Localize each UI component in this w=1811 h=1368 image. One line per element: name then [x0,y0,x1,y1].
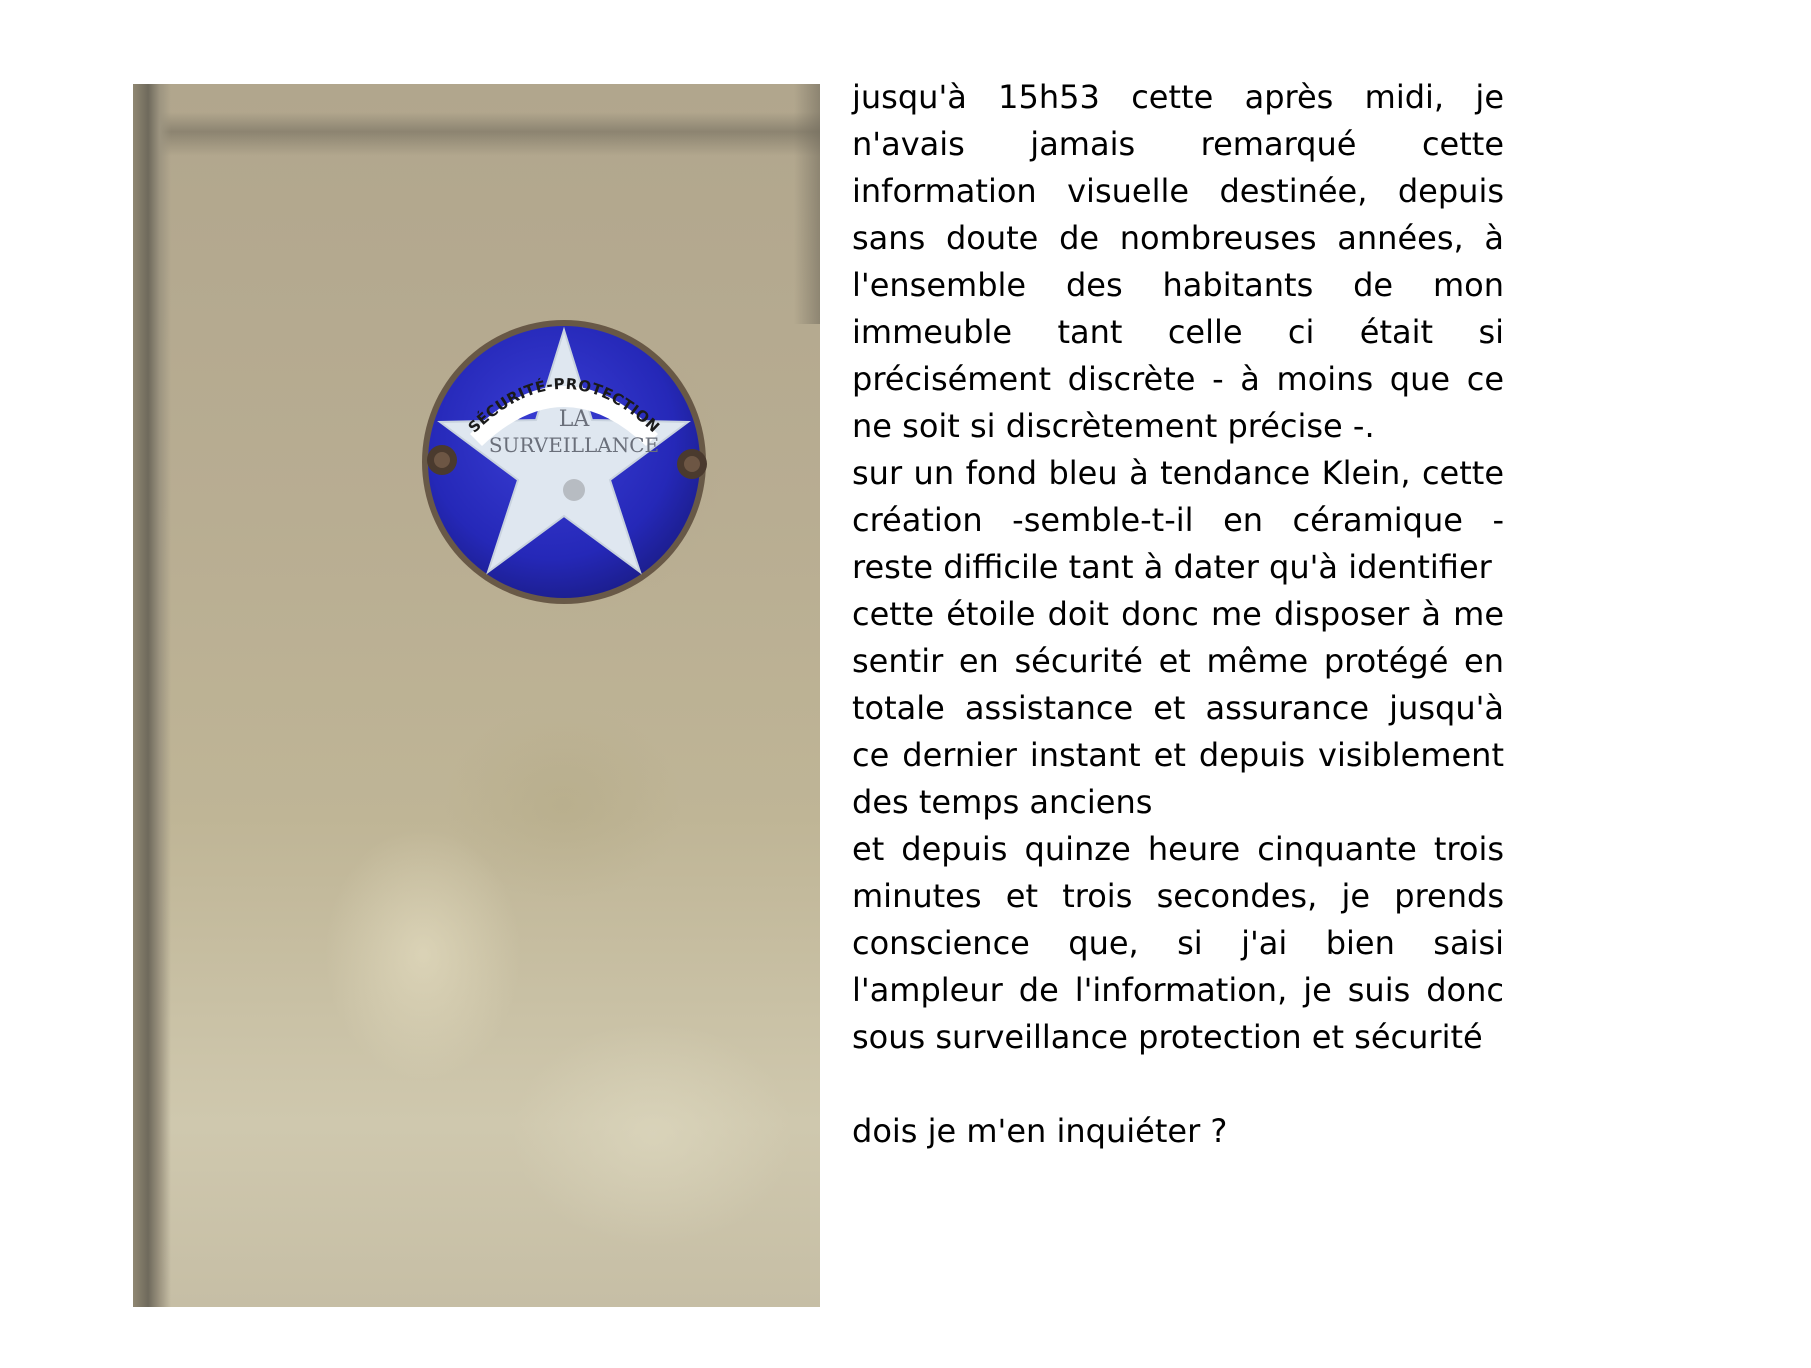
paragraph-2: sur un fond bleu à tendance Klein, cette création -semble-t-il en céramique - reste difficile tant à dater qu'à identifier [852,454,1504,586]
spacer [852,1061,1504,1108]
paragraph-4: et depuis quinze heure cinquante trois minutes et trois secondes, je prends conscience que, si j'ai bien saisi l'ampleur de l'information, je suis donc sous surveillance protection et sécurité [852,830,1504,1056]
plaque-arc-text: SÉCURITÉ-PROTECTION [464,374,664,437]
security-plaque [420,318,708,606]
plaque-line-1: LA [558,407,590,432]
wall-photo [133,84,820,1307]
paragraph-3: cette étoile doit donc me disposer à me sentir en sécurité et même protégé en totale assistance et assurance jusqu'à ce dernier instant et depuis visiblement des temps anciens [852,595,1504,821]
wall-stain-band [133,112,820,156]
plaque-line-2: SURVEILLANCE [488,433,660,457]
closing-question: dois je m'en inquiéter ? [852,1112,1228,1150]
text-column [852,74,1504,1155]
wall-corner-shadow [794,84,820,324]
paragraph-1: jusqu'à 15h53 cette après midi, je n'avais jamais remarqué cette information visuelle destinée, depuis sans doute de nombreuses années, à l'ensemble des habitants de mon immeuble tant celle ci était si précisément discrète - à moins que ce ne soit si discrètement précise -. [852,78,1504,445]
wall-edge-shadow [133,84,171,1307]
